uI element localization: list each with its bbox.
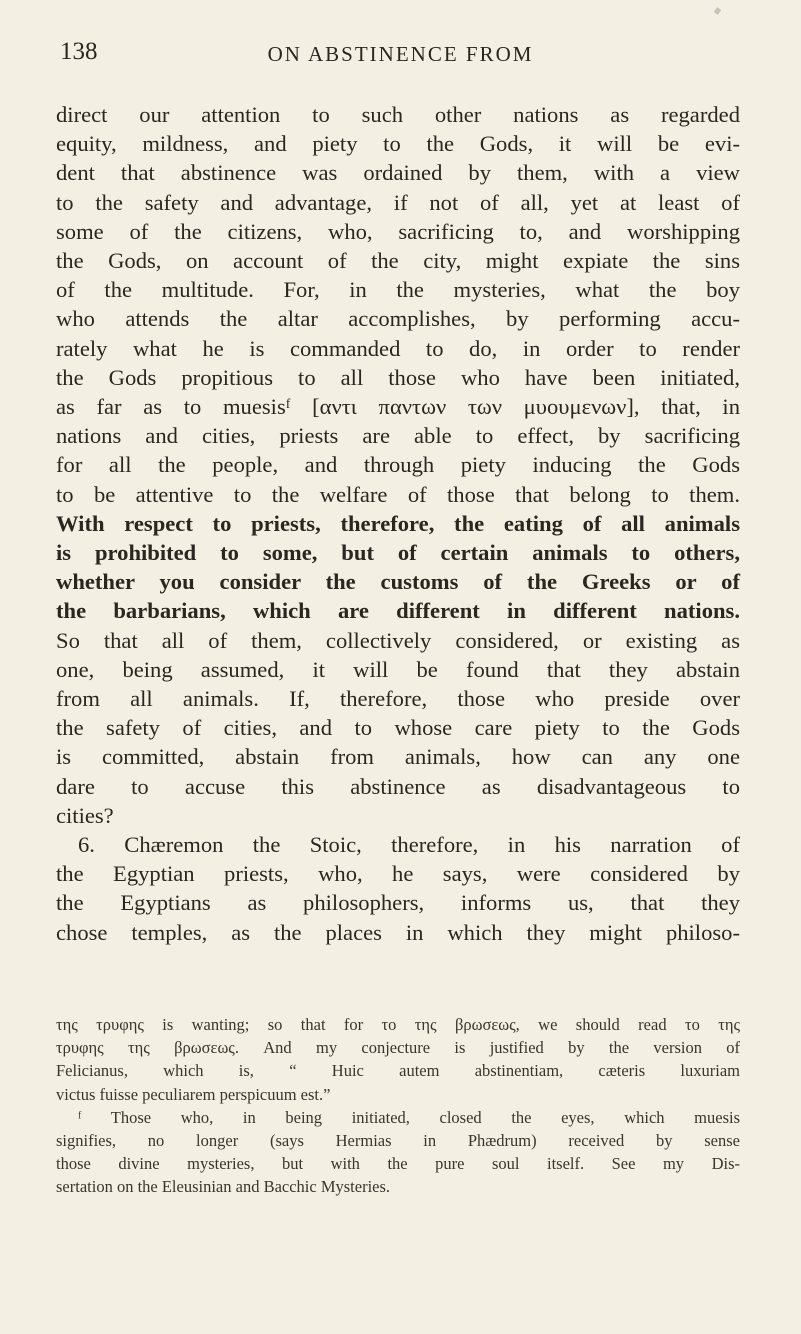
body-line: from all animals. If, therefore, those who preside over — [56, 686, 740, 712]
body-line: to be attentive to the welfare of those that belong to them. — [56, 481, 740, 507]
body-line: the Gods propitious to all those who have been initiated, — [56, 364, 740, 390]
body-line: equity, mildness, and piety to the Gods, it will be evi- — [56, 131, 740, 157]
body-line: of the multitude. For, in the mysteries, what the boy — [56, 277, 740, 303]
body-line: as far as to muesisᶠ [αντι παντων των μυουμενων], that, in — [56, 394, 740, 420]
footnote-line: signifies, no longer (says Hermias in Phædrum) received by sense — [56, 1131, 740, 1151]
body-line: dare to accuse this abstinence as disadvantageous to — [56, 773, 740, 799]
page-mark — [714, 7, 722, 15]
body-line: some of the citizens, who, sacrificing to, and worshipping — [56, 218, 740, 244]
body-line: one, being assumed, it will be found that they abstain — [56, 656, 740, 682]
page-number: 138 — [60, 38, 98, 65]
body-line: is committed, abstain from animals, how can any one — [56, 744, 740, 770]
footnote-line: τρυφης της βρωσεως. And my conjecture is justified by the version of — [56, 1038, 740, 1058]
footnote-line: those divine mysteries, but with the pure soul itself. See my Dis- — [56, 1154, 740, 1174]
body-line: to the safety and advantage, if not of all, yet at least of — [56, 189, 740, 215]
page-header — [0, 38, 801, 78]
footnote-line: ᶠ Those who, in being initiated, closed the eyes, which muesis — [78, 1107, 740, 1127]
body-line: 6. Chæremon the Stoic, therefore, in his narration of — [78, 832, 740, 858]
body-line: direct our attention to such other nations as regarded — [56, 102, 740, 127]
body-line: for all the people, and through piety inducing the Gods — [56, 452, 740, 478]
body-text — [56, 100, 740, 947]
body-line: dent that abstinence was ordained by them, with a view — [56, 160, 740, 186]
footnotes — [56, 1013, 740, 1199]
running-head: ON ABSTINENCE FROM — [267, 42, 534, 66]
body-line: who attends the altar accomplishes, by performing accu- — [56, 306, 740, 332]
footnote-line: της τρυφης is wanting; so that for το της βρωσεως, we should read το της — [56, 1015, 740, 1034]
body-line: the safety of cities, and to whose care piety to the Gods — [56, 715, 740, 741]
footnote-line: sertation on the Eleusinian and Bacchic Mysteries. — [56, 1177, 391, 1197]
body-line: rately what he is commanded to do, in order to render — [56, 335, 740, 361]
body-line: the barbarians, which are different in different nations. — [56, 598, 740, 624]
body-line: the Egyptian priests, who, he says, were considered by — [56, 861, 740, 887]
body-line: With respect to priests, therefore, the eating of all animals — [56, 510, 740, 536]
body-line: the Egyptians as philosophers, informs us, that they — [56, 890, 740, 916]
footnote-line: Felicianus, which is, “ Huic autem abstinentiam, cæteris luxuriam — [56, 1061, 740, 1081]
body-line: the Gods, on account of the city, might expiate the sins — [56, 248, 740, 274]
body-line: chose temples, as the places in which they might philoso- — [56, 919, 740, 945]
body-line: is prohibited to some, but of certain animals to others, — [56, 540, 740, 566]
body-line: whether you consider the customs of the Greeks or of — [56, 569, 740, 595]
body-line: cities? — [56, 802, 114, 828]
footnote-line: victus fuisse peculiarem perspicuum est.” — [56, 1084, 331, 1104]
body-line: nations and cities, priests are able to effect, by sacrificing — [56, 423, 740, 449]
body-line: So that all of them, collectively considered, or existing as — [56, 627, 740, 653]
